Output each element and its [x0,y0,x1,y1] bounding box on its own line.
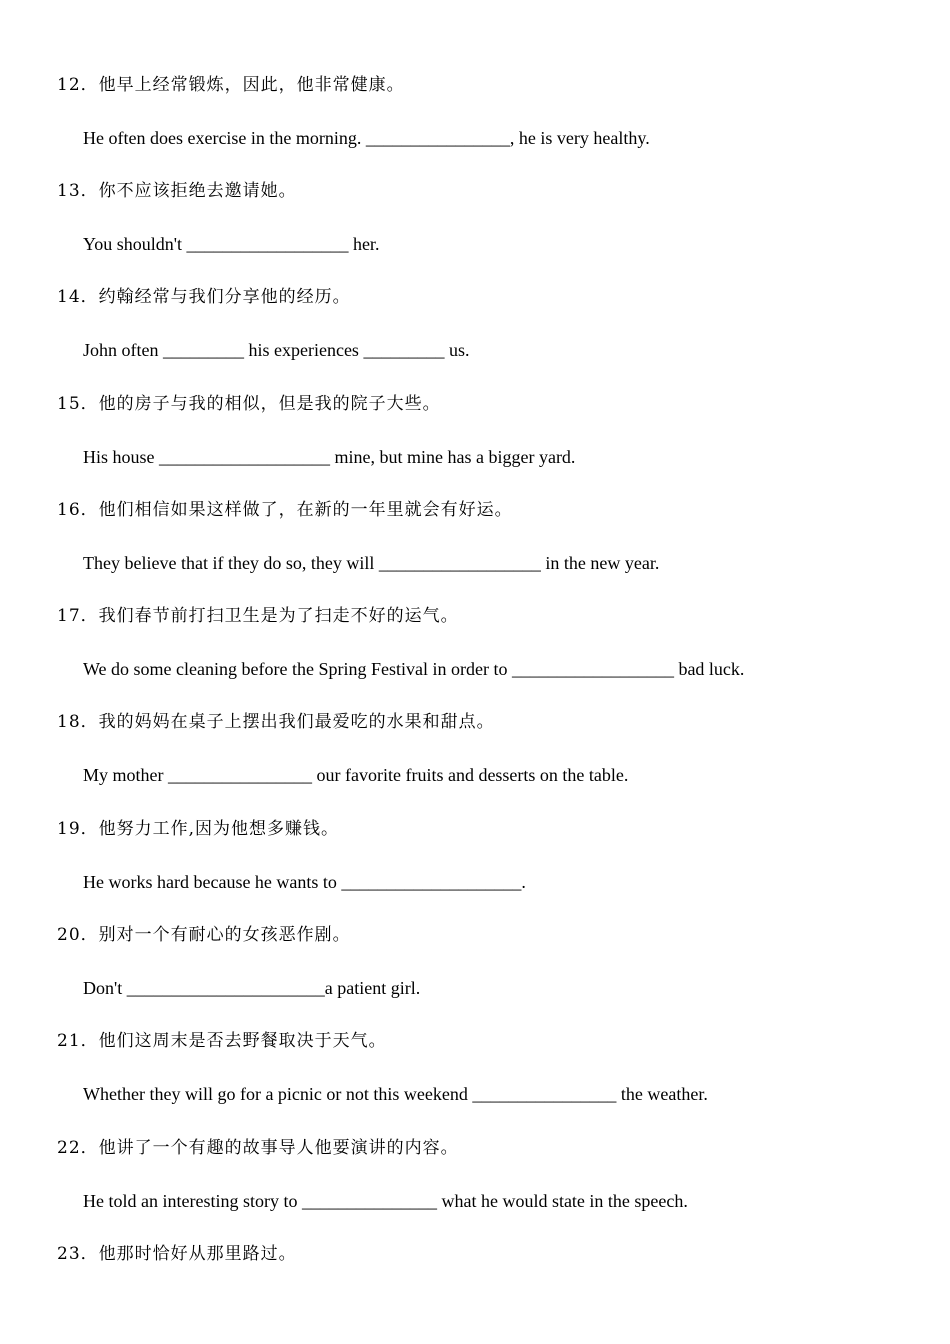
question-prompt-zh: 15．他的房子与我的相似，但是我的院子大些。 [57,394,441,414]
question-14 [57,285,917,360]
question-prompt-zh: 12．他早上经常锻炼，因此，他非常健康。 [57,75,405,95]
question-21 [57,1029,917,1104]
question-22 [57,1136,917,1211]
question-sentence-en: John often _________ his experiences _________ us. [83,340,470,360]
question-prompt-zh: 23．他那时恰好从那里路过。 [57,1244,297,1264]
question-12 [57,73,917,148]
question-prompt-zh: 18．我的妈妈在桌子上摆出我们最爱吃的水果和甜点。 [57,712,495,732]
question-sentence-en: Whether they will go for a picnic or not this weekend ________________ the weather. [83,1084,708,1104]
question-sentence-en: We do some cleaning before the Spring Festival in order to __________________ bad luck. [83,659,745,679]
question-sentence-en: They believe that if they do so, they will __________________ in the new year. [83,553,660,573]
question-sentence-en: Don't ______________________a patient girl. [83,978,421,998]
question-13 [57,179,917,254]
question-17 [57,604,917,679]
question-prompt-zh: 16．他们相信如果这样做了，在新的一年里就会有好运。 [57,500,513,520]
question-prompt-zh: 22．他讲了一个有趣的故事导人他要演讲的内容。 [57,1138,459,1158]
question-prompt-zh: 20．别对一个有耐心的女孩恶作剧。 [57,925,351,945]
question-prompt-zh: 19．他努力工作,因为他想多赚钱。 [57,819,340,839]
question-prompt-zh: 14．约翰经常与我们分享他的经历。 [57,287,351,307]
question-sentence-en: He works hard because he wants to ____________________. [83,872,526,892]
question-18 [57,710,917,785]
question-prompt-zh: 13．你不应该拒绝去邀请她。 [57,181,297,201]
question-20 [57,923,917,998]
question-sentence-en: You shouldn't __________________ her. [83,234,380,254]
question-sentence-en: He often does exercise in the morning. ________________, he is very healthy. [83,128,650,148]
question-prompt-zh: 21．他们这周末是否去野餐取决于天气。 [57,1031,387,1051]
question-sentence-en: His house ___________________ mine, but mine has a bigger yard. [83,447,576,467]
question-19 [57,817,917,892]
question-16 [57,498,917,573]
question-prompt-zh: 17．我们春节前打扫卫生是为了扫走不好的运气。 [57,606,459,626]
question-sentence-en: My mother ________________ our favorite fruits and desserts on the table. [83,765,629,785]
question-sentence-en: He told an interesting story to _______________ what he would state in the speech. [83,1191,688,1211]
question-15 [57,392,917,467]
question-23 [57,1242,917,1266]
